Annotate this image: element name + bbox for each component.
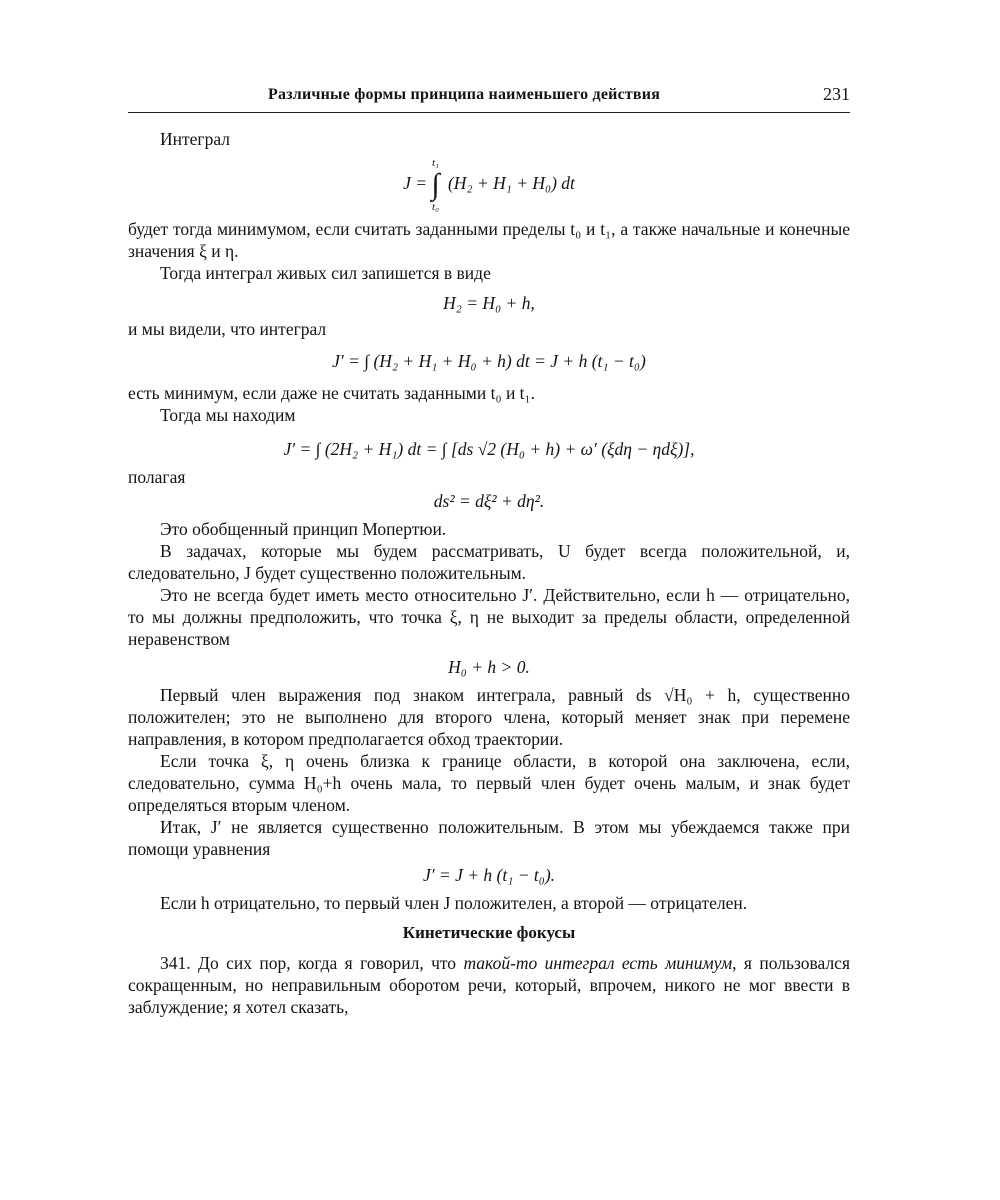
integral-sign (431, 156, 439, 214)
paragraph: Тогда интеграл живых сил запишется в виде (160, 263, 491, 283)
equation-lhs: J = (403, 173, 432, 194)
paragraph: Тогда мы находим (160, 405, 296, 425)
page-number: 231 (823, 84, 850, 104)
equation-j-prime-short: J′ = J + h (t₁ − t₀). (422, 865, 556, 885)
paragraph-number: 341. (160, 953, 191, 973)
equation-ds-squared: ds² = dξ² + dη². (433, 491, 545, 511)
paragraph-text: До сих пор, когда я говорил, что (190, 953, 464, 973)
page-body (128, 128, 850, 1018)
lower-limit: t₀ (432, 201, 439, 213)
header-title: Различные формы принципа наименьшего действия (268, 86, 661, 103)
paragraph: будет тогда минимумом, если считать заданными пределы t₀ и t₁, а также начальные и конечные значения ξ и η. (128, 219, 850, 261)
paragraph: есть минимум, если даже не считать заданными t₀ и t₁. (128, 383, 536, 403)
paragraph: Интеграл (160, 129, 230, 149)
paragraph (128, 952, 850, 1018)
running-header (128, 84, 850, 113)
equation-inequality: H₀ + h > 0. (448, 657, 530, 677)
upper-limit: t₁ (432, 157, 439, 169)
paragraph: Это не всегда будет иметь место относительно J′. Действительно, если h — отрицательно, то мы должны предположить, что точка ξ, η не выходит за пределы области, определенной неравенством (128, 585, 850, 649)
paragraph-text: , я пользовался сокращенным, но неправильным оборотом речи, который, впрочем, никого не мог ввести в заблуждение; я хотел сказать, (128, 953, 851, 1017)
paragraph: и мы видели, что интеграл (128, 319, 327, 339)
paragraph: Если точка ξ, η очень близка к границе области, в которой она заключена, если, следовательно, сумма H₀+h очень мала, то первый член будет очень малым, и знак будет определяться вторым членом. (128, 751, 850, 815)
paragraph: Это обобщенный принцип Мопертюи. (160, 519, 447, 539)
paragraph: Первый член выражения под знаком интеграла, равный ds √H₀ + h, существенно положителен; это не выполнено для второго члена, который меняет знак при перемене направления, в котором предполагается обход траектории. (128, 685, 850, 749)
equation-j-prime-expanded: J′ = ∫ (2H₂ + H₁) dt = ∫ [ds √2 (H₀ + h) + ω′ (ξdη − ηdξ)], (283, 439, 695, 459)
paragraph: Итак, J′ не является существенно положительным. В этом мы убеждаемся также при помощи уравнения (128, 817, 850, 859)
equation-integral-j (128, 156, 850, 214)
equation-rhs: (H₂ + H₁ + H₀) dt (447, 173, 575, 194)
equation-j-prime: J′ = ∫ (H₂ + H₁ + H₀ + h) dt = J + h (t₁ − t₀) (332, 351, 646, 371)
paragraph: полагая (128, 467, 186, 487)
integral-symbol: ∫ (431, 168, 440, 201)
emphasized-text: такой-то интеграл есть минимум (463, 953, 733, 973)
paragraph: Если h отрицательно, то первый член J положителен, а второй — отрицателен. (160, 893, 748, 913)
paragraph: В задачах, которые мы будем рассматривать, U будет всегда положительной, и, следовательно, J будет существенно положительным. (128, 541, 850, 583)
equation-energy: H₂ = H₀ + h, (443, 293, 535, 313)
section-title: Кинетические фокусы (402, 923, 576, 942)
